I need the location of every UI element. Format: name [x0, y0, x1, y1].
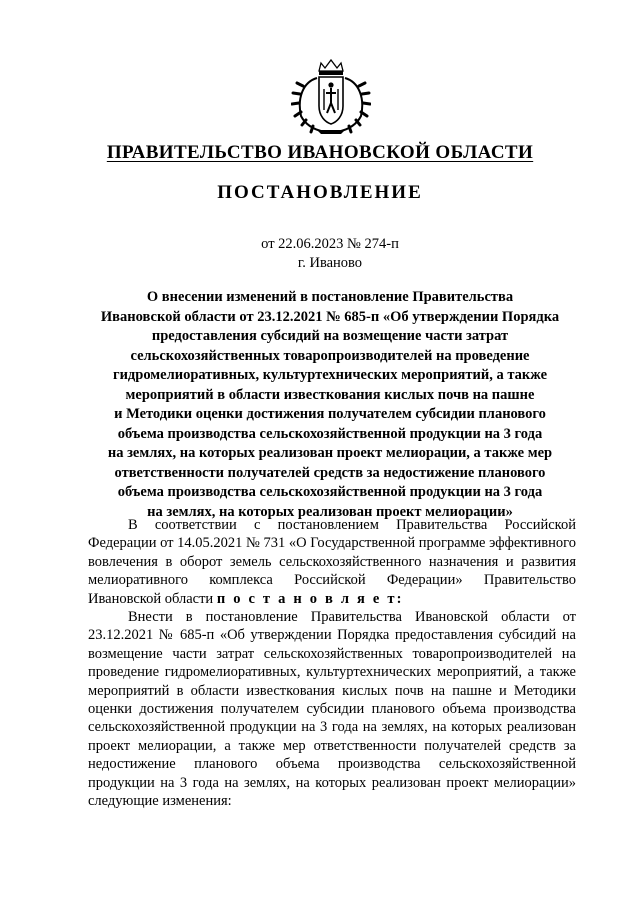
subject-line: предоставления субсидий на возмещение части затрат	[151, 328, 509, 344]
preamble-text: В соответствии с постановлением Правительства Российской Федерации от 14.05.2021 № 731 «О Государственной программе эффективного вовлечения в оборот земель сельскохозяйственного назначения и развития мелиоративного комплекса Российской Федерации» Правительство Ивановской области	[88, 517, 576, 607]
subject-line: объема производства сельскохозяйственной продукции на 3 года	[117, 484, 543, 500]
document-subject	[80, 288, 580, 522]
subject-line: сельскохозяйственных товаропроизводителей на проведение	[130, 347, 530, 364]
preamble-paragraph	[88, 516, 576, 608]
subject-line: на землях, на которых реализован проект мелиорации»	[147, 503, 513, 520]
subject-line: ответственности получателей средств за недостижение планового	[114, 464, 546, 481]
subject-line: гидромелиоративных, культуртехнических мероприятий, а также	[112, 367, 548, 383]
resolves-word: п о с т а н о в л я е т:	[216, 590, 404, 607]
subject-line: О внесении изменений в постановление Правительства	[146, 289, 514, 305]
subject-line: мероприятий в области известкования кислых почв на пашне	[125, 386, 535, 403]
document-city: г. Иваново	[297, 255, 363, 271]
document-type-title: ПОСТАНОВЛЕНИЕ	[217, 182, 423, 203]
subject-line: Ивановской области от 23.12.2021 № 685-п «Об утверждении Порядка	[100, 308, 560, 325]
subject-line: и Методики оценки достижения получателем субсидии планового	[114, 406, 546, 422]
subject-line: на землях, на которых реализован проект мелиорации, а также мер	[107, 445, 553, 461]
subject-line: объема производства сельскохозяйственной продукции на 3 года	[117, 425, 543, 442]
document-date-number: от 22.06.2023 № 274-п	[261, 236, 399, 252]
coat-of-arms-icon	[291, 58, 371, 134]
organization-title: ПРАВИТЕЛЬСТВО ИВАНОВСКОЙ ОБЛАСТИ	[106, 142, 534, 163]
item-1-paragraph: Внести в постановление Правительства Ивановской области от 23.12.2021 № 685-п «Об утверждении Порядка предоставления субсидий на возмещение части затрат сельскохозяйственных товаропроизводителей на проведение гидромелиоративных, культуртехнических мероприятий, а также мероприятий в области известкования кислых почв на пашне и Методики оценки достижения получателем субсидии планового объема производства сельскохозяйственной продукции на 3 года на землях, на которых реализован проект мелиорации, а также мер ответственности получателей средств за недостижение планового объема производства сельскохозяйственной продукции на 3 года на землях, на которых реализован проект мелиорации» следующие изменения:	[88, 609, 576, 810]
document-body	[88, 516, 576, 811]
